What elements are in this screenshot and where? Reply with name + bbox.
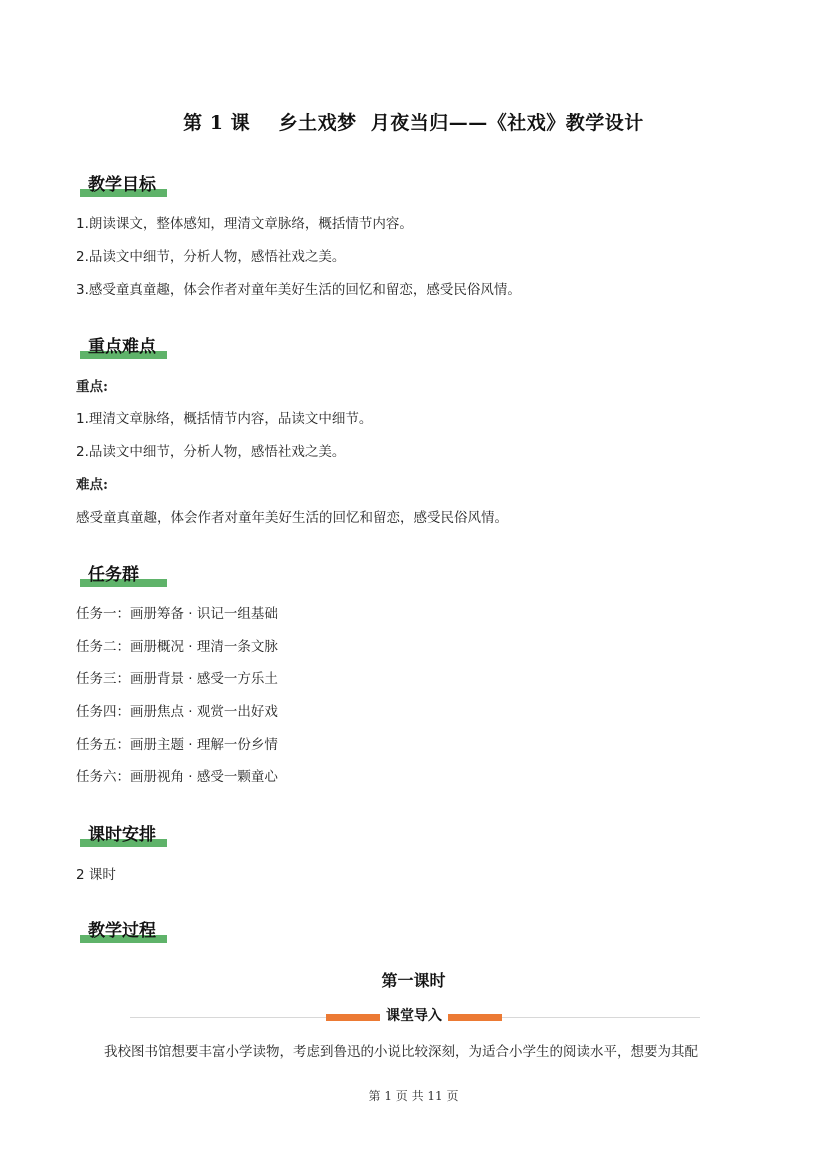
task-item: 任务三：画册背景 · 感受一方乐土 — [76, 671, 278, 687]
task-item: 任务二：画册概况 · 理清一条文脉 — [76, 639, 278, 655]
task-item: 任务五：画册主题 · 理解一份乡情 — [76, 737, 278, 753]
divider-accent-left — [326, 1014, 380, 1021]
subsection-title: 课堂导入 — [380, 1005, 448, 1025]
objective-item: 3.感受童真童趣，体会作者对童年美好生活的回忆和留恋，感受民俗风情。 — [76, 282, 521, 298]
key-point-item: 2.品读文中细节，分析人物，感悟社戏之美。 — [76, 444, 346, 460]
objective-item: 1.朗读课文，整体感知，理清文章脉络，概括情节内容。 — [76, 216, 413, 232]
section-heading-text: 任务群 — [88, 565, 139, 585]
difficulty-label: 难点: — [76, 477, 108, 493]
intro-paragraph: 我校图书馆想要丰富小学读物，考虑到鲁迅的小说比较深刻，为适合小学生的阅读水平，想要为其配 — [104, 1044, 698, 1060]
section-heading-text: 课时安排 — [88, 825, 156, 845]
schedule-text: 2 课时 — [76, 867, 116, 883]
key-points-label: 重点: — [76, 379, 108, 395]
divider-accent-right — [448, 1014, 502, 1021]
task-item: 任务四：画册焦点 · 观赏一出好戏 — [76, 704, 278, 720]
section-heading-text: 教学目标 — [88, 175, 156, 195]
document-title: 第 1 课 乡土戏梦 月夜当归——《社戏》教学设计 — [183, 112, 644, 134]
section-heading-text: 重点难点 — [88, 337, 156, 357]
lesson-title: 第一课时 — [381, 971, 446, 990]
task-item: 任务六：画册视角 · 感受一颗童心 — [76, 769, 278, 785]
section-heading-text: 教学过程 — [88, 921, 156, 941]
task-item: 任务一：画册筹备 · 识记一组基础 — [76, 606, 278, 622]
difficulty-item: 感受童真童趣，体会作者对童年美好生活的回忆和留恋，感受民俗风情。 — [76, 510, 508, 526]
key-point-item: 1.理清文章脉络，概括情节内容，品读文中细节。 — [76, 411, 373, 427]
page-footer: 第 1 页 共 11 页 — [368, 1089, 459, 1103]
subsection-divider — [130, 1004, 700, 1030]
objective-item: 2.品读文中细节，分析人物，感悟社戏之美。 — [76, 249, 346, 265]
